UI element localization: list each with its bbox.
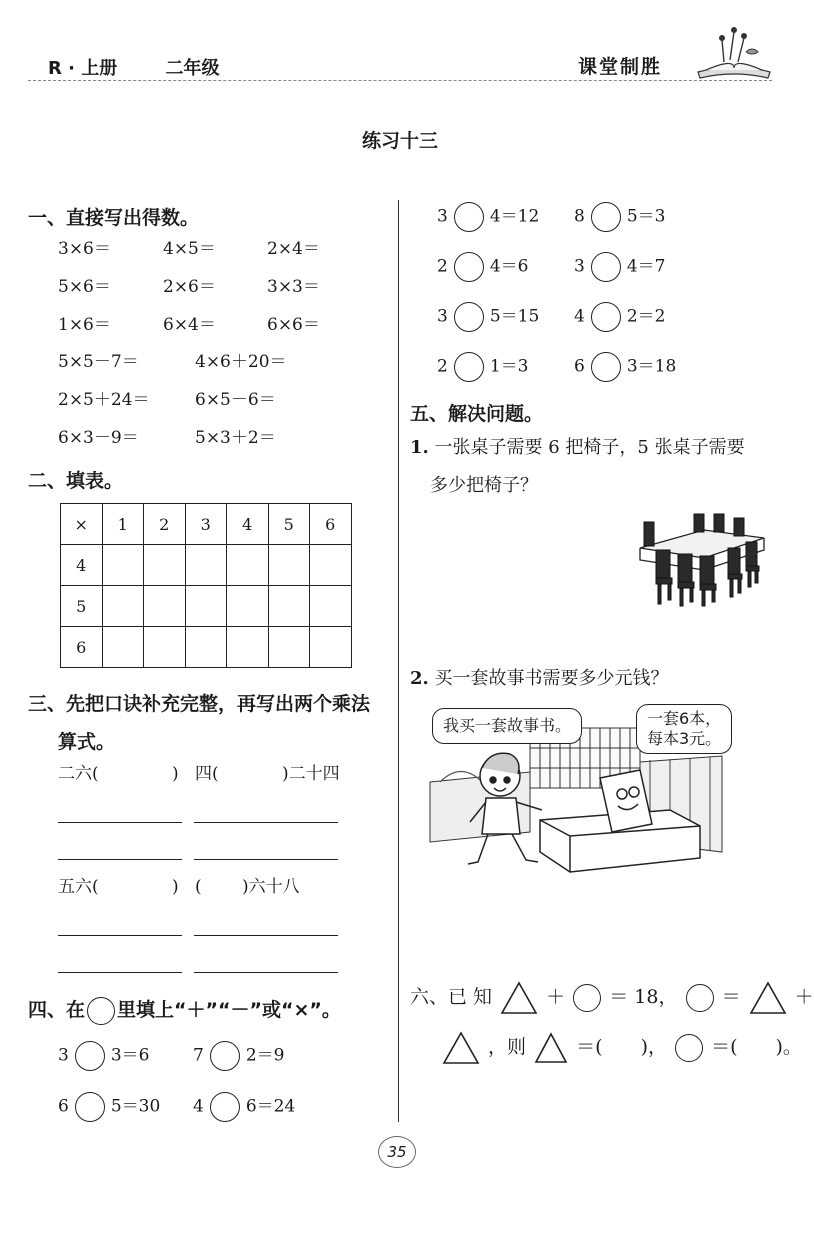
operand: 3＝6 — [110, 1045, 150, 1066]
operator-item — [58, 1092, 160, 1122]
operator-circle[interactable] — [210, 1041, 240, 1071]
table-header-cell: × — [61, 504, 103, 545]
speech-bubble-line: 每本3元。 — [647, 729, 722, 748]
speech-bubble-line: 一套6本， — [647, 709, 722, 728]
speech-bubble-book — [636, 704, 732, 754]
arith-item: 6×4＝ — [163, 315, 216, 335]
grade-label: 二年级 — [165, 58, 220, 79]
arith-item: 2×4＝ — [267, 239, 320, 259]
header-rule — [28, 80, 772, 81]
table-header-cell: 6 — [310, 504, 352, 545]
arith-item: 6×3－9＝ — [58, 428, 139, 448]
then-label: ，则 — [488, 1036, 527, 1058]
operand: 4＝12 — [489, 206, 540, 227]
operand: 3 — [437, 206, 448, 227]
table-header-cell: 2 — [144, 504, 186, 545]
answer-cell[interactable] — [268, 586, 310, 627]
rhyme-prefix: 二六( — [58, 764, 99, 784]
equals-18: ＝ 18， — [609, 986, 678, 1008]
arith-item: 3×3＝ — [267, 277, 320, 297]
answer-line[interactable] — [58, 822, 182, 823]
multiplication-table — [60, 503, 352, 668]
section5-title: 五、解决问题。 — [410, 403, 544, 425]
operator-circle[interactable] — [591, 302, 621, 332]
operand: 5＝15 — [489, 306, 540, 327]
table-row — [61, 586, 352, 627]
answer-cell[interactable] — [268, 545, 310, 586]
question-text: 一张桌子需要 6 把椅子，5 张桌子需要 — [434, 437, 745, 458]
plus-sign: ＋ — [546, 986, 566, 1008]
operator-item — [574, 202, 665, 232]
table-header-cell: 1 — [102, 504, 144, 545]
operator-circle[interactable] — [454, 352, 484, 382]
answer-line[interactable] — [194, 859, 338, 860]
answer-cell[interactable] — [227, 586, 269, 627]
operand: 3 — [574, 256, 585, 277]
table-header-cell: 4 — [227, 504, 269, 545]
triangle-icon — [500, 981, 538, 1015]
circle-icon — [573, 984, 601, 1012]
operator-item — [193, 1041, 284, 1071]
rhyme-suffix: )六十八 — [242, 877, 300, 897]
rhyme-close-paren: ) — [172, 764, 179, 784]
question2 — [410, 668, 669, 690]
operator-item — [58, 1041, 149, 1071]
operand: 4＝6 — [489, 256, 529, 277]
answer-blank-circle[interactable]: ＝( )。 — [711, 1036, 802, 1058]
rhyme-suffix: )二十四 — [282, 764, 340, 784]
answer-line[interactable] — [194, 822, 338, 823]
page-number: 35 — [378, 1136, 416, 1168]
operator-item — [193, 1092, 295, 1122]
arith-item: 2×6＝ — [163, 277, 216, 297]
equals-sign: ＝ — [721, 986, 741, 1008]
answer-cell[interactable] — [185, 586, 227, 627]
operand: 2 — [437, 356, 448, 377]
operator-circle[interactable] — [75, 1041, 105, 1071]
answer-cell[interactable] — [144, 545, 186, 586]
rhyme-prefix: 四( — [195, 764, 219, 784]
triangle-icon — [534, 1032, 568, 1064]
answer-cell[interactable] — [227, 627, 269, 668]
question1 — [410, 437, 745, 459]
header-left — [48, 54, 226, 80]
table-header-row — [61, 504, 352, 545]
operand: 4 — [193, 1096, 204, 1117]
section4-title — [28, 995, 341, 1025]
book-logo-icon — [694, 22, 774, 82]
circle-icon — [686, 984, 714, 1012]
question-number: 1. — [410, 437, 429, 458]
operand: 2 — [437, 256, 448, 277]
triangle-icon — [442, 1031, 480, 1065]
table-header-cell: 5 — [268, 504, 310, 545]
table-row — [61, 545, 352, 586]
operator-circle[interactable] — [591, 352, 621, 382]
section6-prefix: 六、已 知 — [410, 986, 493, 1008]
speech-bubble-boy: 我买一套故事书。 — [432, 708, 582, 744]
circle-icon — [675, 1034, 703, 1062]
answer-cell[interactable] — [310, 545, 352, 586]
operator-circle[interactable] — [210, 1092, 240, 1122]
operator-item — [437, 302, 539, 332]
answer-cell[interactable] — [102, 586, 144, 627]
section3-title-line1: 三、先把口诀补充完整，再写出两个乘法 — [28, 693, 371, 715]
answer-cell[interactable] — [310, 627, 352, 668]
question1-line2: 多少把椅子？ — [430, 475, 538, 496]
operator-item — [574, 352, 676, 382]
answer-cell[interactable] — [268, 627, 310, 668]
rhyme-prefix: ( — [195, 877, 202, 897]
circle-icon — [87, 997, 115, 1025]
operator-item — [437, 202, 539, 232]
operator-item — [437, 252, 528, 282]
operand: 4 — [574, 306, 585, 327]
section4-title-b: 里填上“＋”“－”或“×”。 — [117, 999, 341, 1021]
operator-circle[interactable] — [454, 202, 484, 232]
operand: 6 — [58, 1096, 69, 1117]
plus-sign: ＋ — [794, 986, 814, 1008]
operand: 3＝18 — [626, 356, 677, 377]
section6-line1 — [410, 980, 814, 1015]
answer-cell[interactable] — [102, 627, 144, 668]
table-row — [61, 627, 352, 668]
operator-item — [574, 302, 665, 332]
answer-line[interactable] — [58, 859, 182, 860]
operator-circle[interactable] — [454, 252, 484, 282]
table-chairs-illustration — [634, 508, 768, 608]
operand: 7 — [193, 1045, 204, 1066]
section1-title: 一、直接写出得数。 — [28, 207, 200, 229]
section4-title-a: 四、在 — [28, 999, 86, 1021]
section6-line2 — [440, 1030, 802, 1065]
operand: 5＝30 — [110, 1096, 161, 1117]
operator-item — [574, 252, 665, 282]
answer-cell[interactable] — [144, 627, 186, 668]
operand: 3 — [58, 1045, 69, 1066]
section3-title-line2: 算式。 — [58, 731, 116, 753]
operand: 2＝9 — [245, 1045, 285, 1066]
answer-blank-triangle[interactable]: ＝( )， — [576, 1036, 667, 1058]
answer-cell[interactable] — [102, 545, 144, 586]
arith-item: 5×6＝ — [58, 277, 111, 297]
arith-item: 5×3＋2＝ — [195, 428, 276, 448]
operator-item — [437, 352, 528, 382]
arith-item: 3×6＝ — [58, 239, 111, 259]
answer-line[interactable] — [194, 972, 338, 973]
operator-circle[interactable] — [75, 1092, 105, 1122]
answer-cell[interactable] — [185, 545, 227, 586]
operand: 6 — [574, 356, 585, 377]
answer-cell[interactable] — [185, 627, 227, 668]
column-divider — [398, 200, 399, 1122]
arith-item: 2×5＋24＝ — [58, 390, 150, 410]
arith-item: 4×5＝ — [163, 239, 216, 259]
answer-cell[interactable] — [144, 586, 186, 627]
arith-item: 4×6＋20＝ — [195, 352, 287, 372]
brand-title: 课堂制胜 — [578, 56, 663, 78]
question-number: 2. — [410, 668, 429, 689]
operand: 8 — [574, 206, 585, 227]
answer-line[interactable] — [58, 935, 182, 936]
operand: 2＝2 — [626, 306, 666, 327]
arith-item: 6×5－6＝ — [195, 390, 276, 410]
operand: 5＝3 — [626, 206, 666, 227]
table-row-label: 4 — [61, 545, 103, 586]
operand: 1＝3 — [489, 356, 529, 377]
answer-cell[interactable] — [227, 545, 269, 586]
answer-line[interactable] — [194, 935, 338, 936]
table-row-label: 5 — [61, 586, 103, 627]
question-text: 买一套故事书需要多少元钱？ — [434, 668, 669, 689]
table-row-label: 6 — [61, 627, 103, 668]
answer-cell[interactable] — [310, 586, 352, 627]
edition-label: R · 上册 — [48, 58, 118, 79]
operand: 6＝24 — [245, 1096, 296, 1117]
section2-title: 二、填表。 — [28, 470, 124, 492]
operator-circle[interactable] — [591, 202, 621, 232]
operator-circle[interactable] — [591, 252, 621, 282]
arith-item: 5×5－7＝ — [58, 352, 139, 372]
operand: 3 — [437, 306, 448, 327]
operand: 4＝7 — [626, 256, 666, 277]
answer-line[interactable] — [58, 972, 182, 973]
rhyme-prefix: 五六( — [58, 877, 99, 897]
table-header-cell: 3 — [185, 504, 227, 545]
arith-item: 6×6＝ — [267, 315, 320, 335]
operator-circle[interactable] — [454, 302, 484, 332]
arith-item: 1×6＝ — [58, 315, 111, 335]
triangle-icon — [749, 981, 787, 1015]
page-title: 练习十三 — [361, 130, 438, 152]
rhyme-close-paren: ) — [172, 877, 179, 897]
